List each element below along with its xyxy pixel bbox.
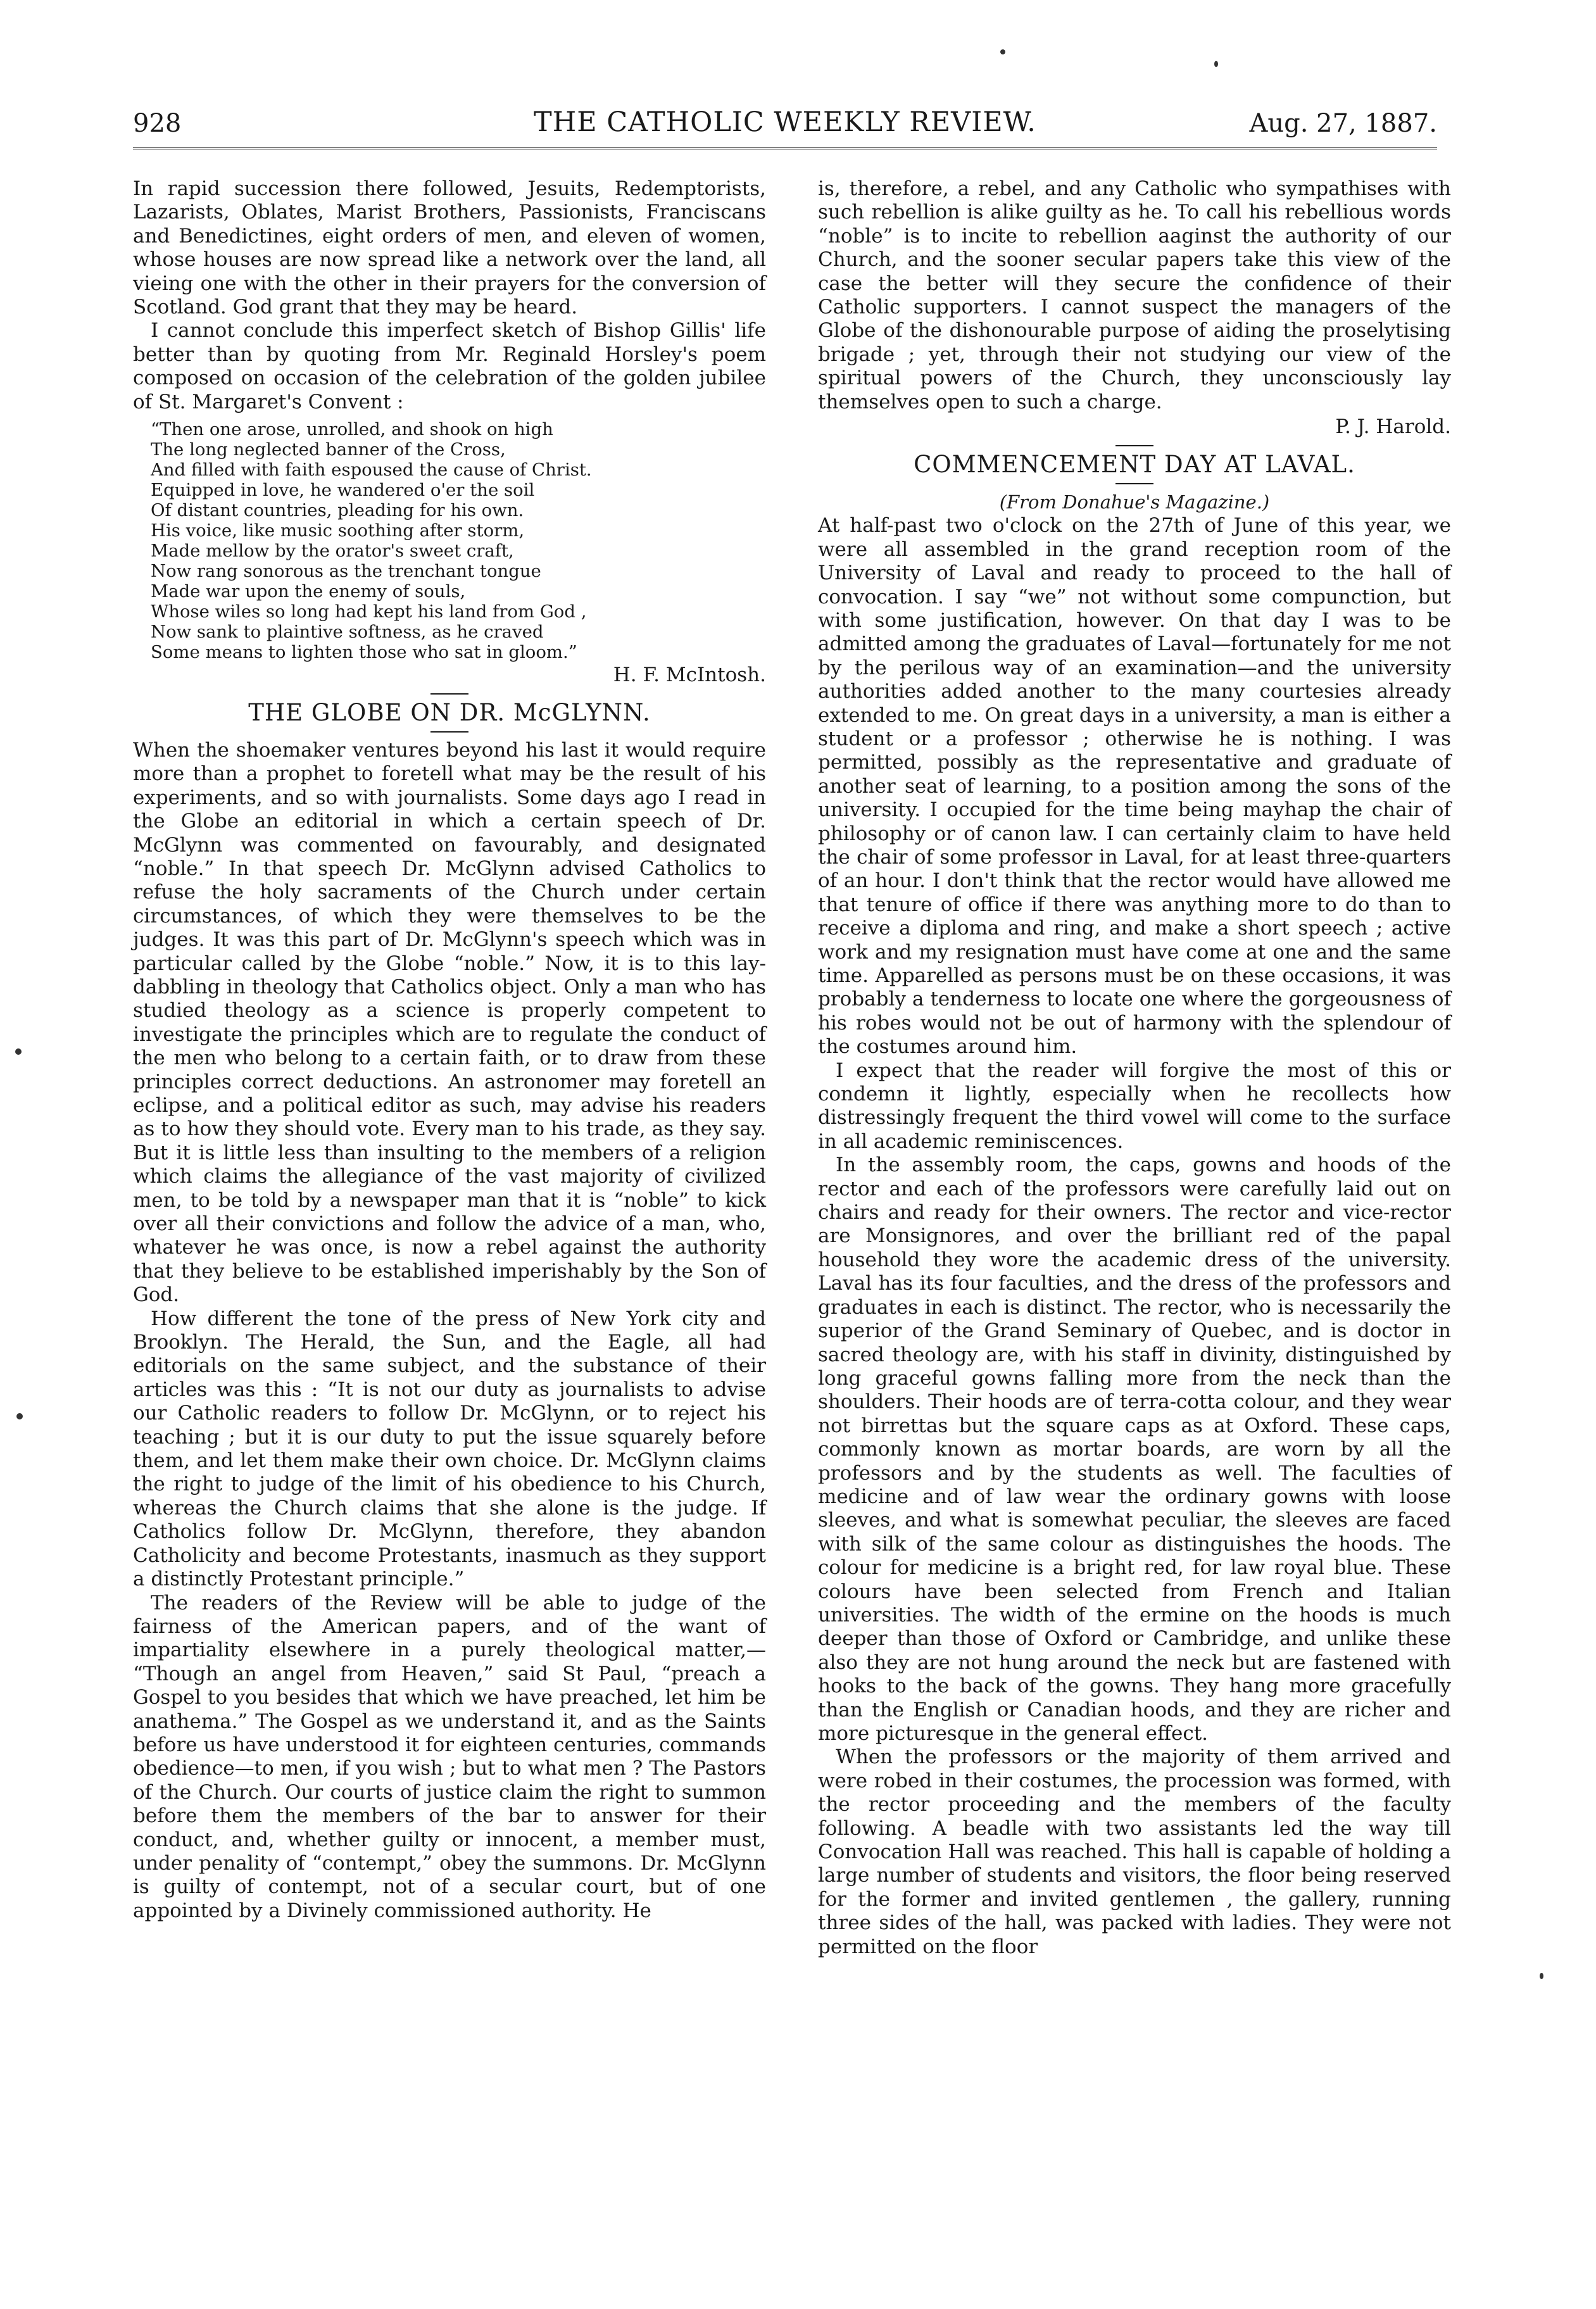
heading-divider <box>430 731 468 733</box>
issue-date: Aug. 27, 1887. <box>1249 109 1437 138</box>
article-paragraph: When the shoemaker ventures beyond his last it would require more than a prophet to foretell what may be the result of his experiments, and so with journalists. Some days ago I read in the Globe an editorial in which a certain speech of Dr. McGlynn was commented on favourably, and designated “noble.” In that speech Dr. McGlynn advised Catholics to refuse the holy sacraments of the Church under certain circumstances, of which they were themselves to be the judges. It was this part of Dr. McGlynn's speech which was in particular called by the Globe “noble.” Now, it is to this lay-dabbling in theology that Catholics object. Only a man who has studied theology as a science is properly competent to investigate the principles which are to regulate the conduct of the men who belong to a certain faith, or to draw from these principles correct deductions. An astronomer may foretell an eclipse, and a political editor as such, may advise his readers as to how they should vote. Every man to his trade, as they say. But it is little less than insulting to the members of a religion which claims the allegiance of the vast majority of civilized men, to be told by a newspaper man that it is “noble” to kick over all their convictions and follow the advice of a man, who, whatever he was once, is now a rebel against the authority that they believe to be established imperishably by the Son of God. <box>133 738 766 1307</box>
poem-line: His voice, like music soothing after storm, <box>151 520 525 541</box>
article-paragraph: I expect that the reader will forgive the most of this or condemn it lightly, especially when he recollects how distressingly frequent the third vowel will come to the surface in all academic reminiscences. <box>818 1059 1451 1153</box>
right-column <box>818 177 1451 1959</box>
heading-divider <box>1115 483 1153 484</box>
continuation-signature: P. J. Harold. <box>1335 415 1451 439</box>
page-header <box>133 103 1437 141</box>
intro-paragraph: In rapid succession there followed, Jesuits, Redemptorists, Lazarists, Oblates, Marist Brothers, Passionists, Franciscans and Benedictines, eight orders of men, and eleven of women, whose houses are now spread like a network over the land, all vieing one with the other in their prayers for the conversion of Scotland. God grant that they may be heard. <box>133 177 766 319</box>
poem-line: Now rang sonorous as the trenchant tongue <box>151 561 541 582</box>
article-heading-laval: COMMENCEMENT DAY AT LAVAL. <box>914 451 1355 479</box>
header-rule <box>133 147 1437 153</box>
article-paragraph: In the assembly room, the caps, gowns and hoods of the rector and each of the professors were carefully laid out on chairs and ready for their owners. The rector and vice-rector are Monsignores, and over the brilliant red of the papal household they wore the academic dress of the university. Laval has its four faculties, and the dress of the professors and graduates in each is distinct. The rector, who is necessarily the superior of the Grand Seminary of Quebec, and is doctor in sacred theology are, with his staff in divinity, distinguished by long graceful gowns falling more from the neck than the shoulders. Their hoods are of terra-cotta colour, and they wear not birrettas but the square caps as at Oxford. These caps, commonly known as mortar boards, are worn by all the professors and by the students as well. The faculties of medicine and of law wear the ordinary gowns with loose sleeves, and what is somewhat peculiar, the sleeves are faced with silk of the same colour as distinguishes the hoods. The colour for medicine is a bright red, for law royal blue. These colours have been selected from French and Italian universities. The width of the ermine on the hoods is much deeper than those of Oxford or Cambridge, and unlike these also they are not hung around the neck but are fastened with hooks to the back of the gowns. They hang more gracefully than the English or Canadian hoods, and they are richer and more picturesque in the general effect. <box>818 1154 1451 1745</box>
section-divider <box>1115 445 1153 446</box>
article-paragraph: At half-past two o'clock on the 27th of June of this year, we were all assembled in the grand reception room of the University of Laval and ready to proceed to the hall of convocation. I say “we” not without some compunction, but with some justification, however. On that day I was to be admitted among the graduates of Laval—fortunately for me not by the perilous way of an examination—and the university authorities added another to the many courtesies already extended to me. On great days in a university, a man is either a student or a professor ; otherwise he is nothing. I was permitted, possibly as the representative and graduate of another seat of learning, to a position among the sons of the university. I occupied for the time being mayhap the chair of philosophy or of canon law. I can certainly claim to have held the chair of some professor in Laval, for at least three-quarters of an hour. I don't think that the rector would have allowed me that tenure of office if there was anything more to do than to receive a diploma and ring, and make a short speech ; active work and my resignation must have come at one and the same time. Apparelled as persons must be on these occasions, it was probably a tenderness to locate one where the gorgeousness of his robes would not be out of harmony with the splendour of the costumes around him. <box>818 514 1451 1059</box>
poem-line: Some means to lighten those who sat in gloom.” <box>151 642 577 663</box>
poem-signature: H. F. McIntosh. <box>613 664 766 687</box>
article-source: (From Donahue's Magazine.) <box>999 491 1270 513</box>
article-heading-globe: THE GLOBE ON DR. McGLYNN. <box>248 699 651 727</box>
publication-title: THE CATHOLIC WEEKLY REVIEW. <box>534 106 1036 138</box>
poem <box>151 419 766 662</box>
poem-line: “Then one arose, unrolled, and shook on high <box>151 419 553 440</box>
poem-line: Now sank to plaintive softness, as he craved <box>151 622 544 643</box>
left-column <box>133 177 766 1923</box>
page-number: 928 <box>133 109 182 138</box>
article-paragraph: How different the tone of the press of New York city and Brooklyn. The Herald, the Sun, and the Eagle, all had editorials on the same subject, and the substance of their articles was this : “It is not our duty as journalists to advise our Catholic readers to follow Dr. McGlynn, or to reject his teaching ; but it is our duty to put the issue squarely before them, and let them make their own choice. Dr. McGlynn claims the right to judge of the limit of his obedience to his Church, whereas the Church claims that she alone is the judge. If Catholics follow Dr. McGlynn, therefore, they abandon Catholicity and become Protestants, inasmuch as they support a distinctly Protestant principle.” <box>133 1307 766 1591</box>
article-paragraph: The readers of the Review will be able to judge of the fairness of the American papers, and of the want of impartiality elsewhere in a purely theological matter,— “Though an angel from Heaven,” said St Paul, “preach a Gospel to you besides that which we have preached, let him be anathema.” The Gospel as we understand it, and as the Saints before us have understood it for eighteen centuries, commands obedience—to men, if you wish ; but to what men ? The Pastors of the Church. Our courts of justice claim the right to summon before them the members of the bar to answer for their conduct, and, whether guilty or innocent, a member must, under penality of “contempt,” obey the summons. Dr. McGlynn is guilty of contempt, not of a secular court, but of one appointed by a Divinely commissioned authority. He <box>133 1591 766 1922</box>
poem-line: Equipped in love, he wandered o'er the soil <box>151 480 535 501</box>
poem-line: Made war upon the enemy of souls, <box>151 581 466 602</box>
poem-line: Of distant countries, pleading for his own. <box>151 500 524 521</box>
article-paragraph: When the professors or the majority of them arrived and were robed in their costumes, the procession was formed, with the rector proceeding and the members of the faculty following. A beadle with two assistants led the way till Convocation Hall was reached. This hall is capable of holding a large number of students and visitors, the floor being reserved for the former and invited gentlemen , the gallery, running three sides of the hall, was packed with ladies. They were not permitted on the floor <box>818 1746 1451 1958</box>
continuation-paragraph: is, therefore, a rebel, and any Catholic who sympathises with such rebellion is alike guilty as he. To call his rebellious words “noble” is to incite to rebellion aaginst the authority of our Church, and the sooner secular papers take this view of the case the better will they secure the confidence of their Catholic supporters. I cannot suspect the managers of the Globe of the dishonourable purpose of aiding the proselytising brigade ; yet, through their not studying our view of the spiritual powers of the Church, they unconsciously lay themselves open to such a charge. <box>818 177 1451 413</box>
poem-line: The long neglected banner of the Cross, <box>151 439 506 460</box>
poem-line: Whose wiles so long had kept his land from God , <box>151 601 587 622</box>
lead-paragraph: I cannot conclude this imperfect sketch of Bishop Gillis' life better than by quoting from Mr. Reginald Horsley's poem composed on occasion of the celebration of the golden jubilee of St. Margaret's Convent : <box>133 319 766 413</box>
poem-line: Made mellow by the orator's sweet craft, <box>151 541 514 562</box>
section-divider <box>430 693 468 695</box>
poem-line: And filled with faith espoused the cause of Christ. <box>151 460 592 481</box>
